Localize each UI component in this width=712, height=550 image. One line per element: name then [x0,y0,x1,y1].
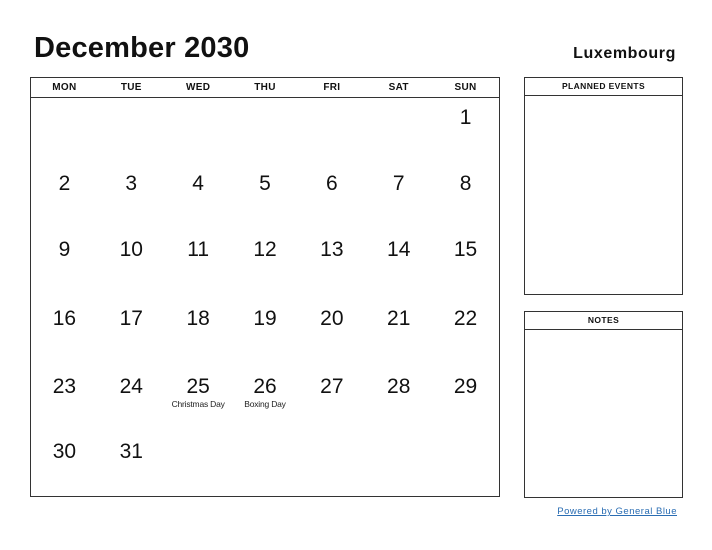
day-cell [232,440,299,464]
calendar-grid [30,77,500,497]
day-cell [232,106,299,130]
day-cell[interactable] [98,440,165,464]
day-cell[interactable] [298,375,365,409]
day-number: 12 [253,238,277,261]
day-number: 20 [320,307,344,330]
day-cell[interactable] [98,172,165,196]
day-number: 31 [119,440,143,463]
day-number: 29 [453,375,478,398]
day-number: 28 [387,375,411,398]
day-number: 4 [192,172,204,195]
weeks-container [31,98,499,497]
day-cell[interactable] [31,238,98,262]
day-cell[interactable] [165,307,232,331]
day-number: 15 [453,238,478,261]
day-cell[interactable] [31,375,98,409]
powered-by-link[interactable]: Powered by General Blue [557,506,677,517]
weekday-label: SUN [454,82,477,93]
day-cell[interactable] [365,172,432,196]
notes-panel [524,311,683,498]
day-cell [31,106,98,130]
day-cell[interactable] [232,307,299,331]
day-cell [432,440,499,464]
day-number: 14 [387,238,411,261]
planned-events-panel [524,77,683,295]
day-number: 11 [187,238,210,261]
week-row [31,307,499,331]
day-cell [365,440,432,464]
day-cell[interactable] [298,238,365,262]
day-number: 7 [392,172,405,195]
day-cell [298,106,365,130]
day-number: 25 [186,375,210,398]
day-cell[interactable] [98,375,165,409]
weekday-label: WED [186,82,211,93]
day-number: 27 [320,375,344,398]
day-cell[interactable] [165,375,232,409]
day-cell [165,106,232,130]
day-cell[interactable] [298,172,365,196]
day-number: 23 [52,375,77,398]
day-number: 9 [58,238,71,261]
week-row [31,172,499,196]
day-cell [298,440,365,464]
day-number: 6 [326,172,338,195]
day-number: 24 [119,375,143,398]
day-cell [98,106,165,130]
holiday-label: Christmas Day [171,399,225,409]
day-number: 26 [253,375,277,398]
day-cell[interactable] [432,172,499,196]
day-number: 2 [58,172,71,195]
day-number: 5 [259,172,271,195]
page-title: December 2030 [34,32,250,64]
day-number: 8 [459,172,472,195]
day-number: 21 [387,307,411,330]
weekday-label: TUE [120,82,142,93]
day-number: 13 [320,238,344,261]
day-cell[interactable] [98,238,165,262]
day-cell[interactable] [232,375,299,409]
week-row [31,375,499,409]
day-cell[interactable] [432,238,499,262]
day-number: 16 [52,307,77,330]
day-cell[interactable] [31,172,98,196]
day-cell[interactable] [298,307,365,331]
day-cell[interactable] [31,307,98,331]
day-cell[interactable] [98,307,165,331]
day-cell[interactable] [165,172,232,196]
planned-events-title: PLANNED EVENTS [525,78,682,96]
day-number: 18 [186,307,210,330]
weekday-header-row [31,78,499,98]
day-cell[interactable] [232,172,299,196]
day-cell[interactable] [365,307,432,331]
day-cell [365,106,432,130]
day-number: 10 [119,238,143,261]
weekday-label: SAT [388,82,409,93]
holiday-label: Boxing Day [244,399,286,409]
day-cell[interactable] [232,238,299,262]
day-cell [165,440,232,464]
week-row [31,238,499,262]
notes-title: NOTES [525,312,682,330]
week-row [31,440,499,464]
day-cell[interactable] [365,375,432,409]
day-number: 1 [459,106,472,129]
weekday-label: MON [52,82,77,93]
weekday-label: THU [254,82,276,93]
day-number: 3 [125,172,138,195]
day-number: 22 [453,307,478,330]
country-label: Luxembourg [573,45,676,62]
day-number: 30 [52,440,77,463]
day-number: 19 [253,307,277,330]
day-cell[interactable] [31,440,98,464]
day-cell[interactable] [432,106,499,130]
week-row [31,106,499,130]
day-cell[interactable] [432,307,499,331]
day-cell[interactable] [165,238,232,262]
weekday-label: FRI [323,82,341,93]
day-cell[interactable] [432,375,499,409]
day-number: 17 [119,307,143,330]
day-cell[interactable] [365,238,432,262]
